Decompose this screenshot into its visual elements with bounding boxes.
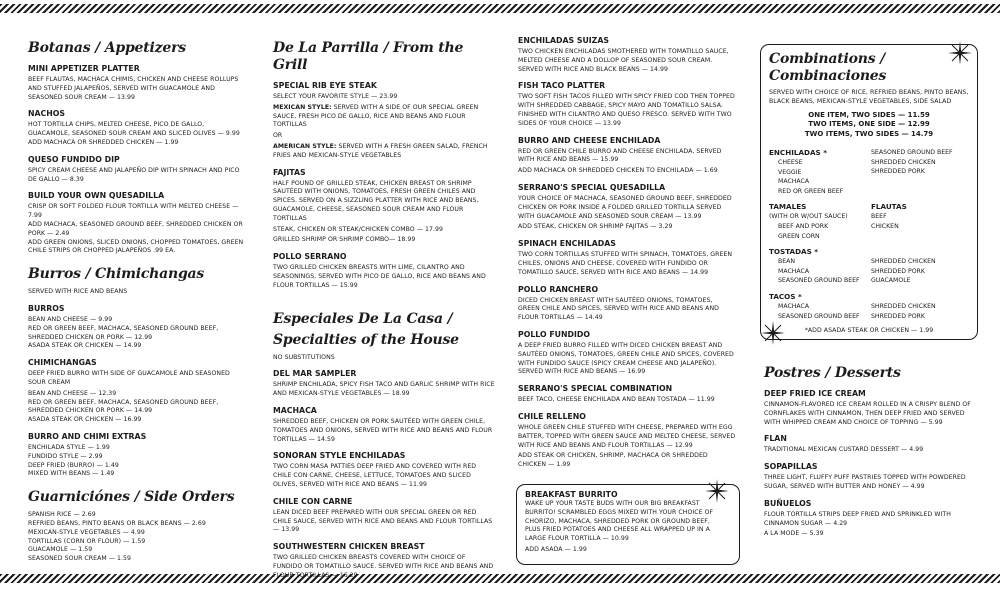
item-desc: TRADITIONAL MEXICAN CUSTARD DESSERT — 4.99 [764, 446, 924, 454]
side-line: MEXICAN-STYLE VEGETABLES — 4.99 [28, 528, 145, 536]
tacos-head: TACOS * [769, 291, 802, 301]
burros-title: Burros / Chimichangas [28, 266, 205, 283]
item-line: GRILLED SHRIMP OR SHRIMP COMBO— 18.99 [273, 236, 416, 244]
option: BEAN [778, 258, 796, 266]
combo-price: TWO ITEMS, ONE SIDE — 12.99 [808, 120, 930, 129]
item-extra: ADD MACHACA, SEASONED GROUND BEEF, SHREDDED CHICKEN OR PORK — 2.49 [28, 220, 243, 237]
item-name: MACHACA [273, 405, 317, 415]
item-desc: SHREDDED BEEF, CHICKEN OR PORK SAUTÉED WITH GREEN CHILE, TOMATOES AND ONIONS, SERVED WITH RICE AND BEANS AND FLOUR TORTILLAS — 14.59 [273, 417, 493, 443]
combinations-box [760, 44, 978, 340]
flautas-group [871, 196, 969, 241]
option: SHREDDED CHICKEN [871, 302, 936, 310]
item-line: BEAN AND CHEESE — 12.39 [28, 389, 117, 397]
item-desc: THREE LIGHT, FLUFFY PUFF PASTRIES TOPPED WITH POWDERED SUGAR, SERVED WITH BUTTER AND HONEY — 4.99 [764, 474, 966, 490]
item-line: DEEP FRIED (BURRO) — 1.49 [28, 461, 119, 469]
item-desc [273, 104, 495, 130]
item-desc: WHOLE GREEN CHILE STUFFED WITH CHEESE, PREPARED WITH EGG BATTER, TOPPED WITH GREEN SAUCE AND MELTED CHEESE, SERVED WITH RICE AND BEANS AND FLOUR TORTILLAS — 12.99 [518, 423, 736, 449]
item-line: DEEP FRIED BURRO WITH SIDE OF GUACAMOLE AND SEASONED SOUR CREAM [28, 370, 230, 386]
item-line: RED OR GREEN BEEF, MACHACA, SEASONED GROUND BEEF, SHREDDED CHICKEN OR PORK — 12.99 [28, 324, 219, 341]
side-line: SPANISH RICE — 2.69 [28, 511, 96, 519]
combination-prices [769, 111, 969, 140]
tostadas-options [769, 257, 969, 286]
option: SHREDDED PORK [871, 267, 925, 275]
side-line: REFRIED BEANS, PINTO BEANS OR BLACK BEANS — 2.69 [28, 519, 206, 527]
item-name: POLLO RANCHERO [518, 284, 599, 294]
item-name: BURRO AND CHIMI EXTRAS [28, 431, 147, 441]
options-left [769, 158, 867, 196]
item-desc: CRISP OR SOFT FOLDED FLOUR TORTILLA WITH MELTED CHEESE — 7.99 [28, 203, 239, 220]
item-name: ENCHILADAS SUIZAS [518, 36, 609, 45]
side-line: SEASONED SOUR CREAM — 1.59 [28, 555, 132, 563]
option: CHEESE [778, 158, 803, 166]
option: (WITH OR W/OUT SAUCE) [769, 213, 848, 221]
item-name: BREAKFAST BURRITO [525, 490, 618, 499]
item-desc: BEEF TACO, CHEESE ENCHILADA AND BEAN TOSTADA — 11.99 [518, 396, 715, 404]
item-desc: TWO CHICKEN ENCHILADAS SMOTHERED WITH TOMATILLO SAUCE, MELTED CHEESE AND A DOLLOP OF SEASONED SOUR CREAM. SERVED WITH RICE AND BLACK BEANS — 14.99 [518, 48, 729, 73]
item-name: SOUTHWESTERN CHICKEN BREAST [273, 542, 425, 552]
item-name: CHILE RELLENO [518, 411, 586, 421]
column-2 [273, 40, 495, 581]
item-extra: A LA MODE — 5.39 [764, 530, 824, 538]
combo-price: TWO ITEMS, TWO SIDES — 14.79 [804, 130, 934, 139]
tacos-options [769, 302, 969, 321]
item-extra: ADD GREEN ONIONS, SLICED ONIONS, CHOPPED TOMATOES, GREEN CHILE STRIPS OR CHOPPED JALAPEÑOS .99 EA. [28, 238, 244, 255]
side-line: TORTILLAS (CORN OR FLOUR) — 1.59 [28, 537, 146, 545]
enchiladas-head: ENCHILADAS * [769, 147, 827, 157]
item-name: SERRANO'S SPECIAL COMBINATION [518, 384, 673, 394]
option: GUACAMOLE [871, 277, 911, 285]
item-name: BUILD YOUR OWN QUESADILLA [28, 191, 165, 201]
item-desc: FLOUR TORTILLA STRIPS DEEP FRIED AND SPRINKLED WITH CINNAMON SUGAR — 4.29 [764, 510, 951, 527]
item-extra: ADD MACHACA OR SHREDDED CHICKEN TO ENCHILADA — 1.69 [518, 167, 718, 175]
item-desc: SHRIMP ENCHILADA, SPICY FISH TACO AND GARLIC SHRIMP WITH RICE AND MEXICAN-STYLE VEGETABLES — 18.99 [273, 381, 495, 398]
item-desc: RED OR GREEN CHILE BURRO AND CHEESE ENCHILADA, SERVED WITH RICE AND BEANS — 15.99 [518, 147, 722, 164]
option: SHREDDED PORK [871, 312, 925, 320]
options-left [769, 257, 867, 286]
item-extra: ADD ASADA — 1.99 [525, 545, 587, 553]
flautas-head: FLAUTAS [871, 202, 907, 212]
option: MACHACA [778, 267, 810, 275]
option: SHREDDED CHICKEN [871, 158, 936, 166]
sides-title: Guarniciónes / Side Orders [28, 489, 235, 506]
sparkle-icon [704, 478, 730, 504]
item-name: BUÑUELOS [764, 498, 812, 508]
item-desc: CINNAMON-FLAVORED ICE CREAM ROLLED IN A CRISPY BLEND OF CORNFLAKES WITH CINNAMON, THEN DEEP FRIED AND SERVED WITH WHIPPED CREAM AND CHOICE OF TOPPING — 5.99 [764, 401, 971, 426]
item-desc: TWO GRILLED CHICKEN BREASTS WITH LIME, CILANTRO AND SEASONINGS, SERVED WITH PICO DE GALLO, RICE AND BEANS AND FLOUR TORTILLAS — 15.99 [273, 264, 486, 289]
item-line: BEAN AND CHEESE — 9.99 [28, 315, 113, 323]
item-name: DEL MAR SAMPLER [273, 369, 357, 379]
style-desc: SERVED WITH A SIDE OF OUR SPECIAL GREEN SAUCE, FRESH PICO DE GALLO, RICE AND BEANS AND FLOUR TORTILLAS [273, 103, 479, 129]
side-line: GUACAMOLE — 1.59 [28, 546, 93, 554]
option: GREEN CORN [778, 232, 820, 240]
item-desc: A DEEP FRIED BURRO FILLED WITH DICED CHICKEN BREAST AND SAUTÉED ONIONS, TOMATOES, GREEN CHILE AND SPICES, COVERED WITH FUNDIDO SAUCE (SPICY CREAM CHEESE AND JALAPEÑO). SERVED WITH RICE AND BEANS — 16.99 [518, 341, 734, 376]
item-desc: YOUR CHOICE OF MACHACA, SEASONED GROUND BEEF, SHREDDED CHICKEN OR PORK INSIDE A FOLDED GRILLED TORTILLA SERVED WITH GUACAMOLE AND SEASONED SOUR CREAM — 13.99 [518, 194, 732, 220]
item-name: SOPAPILLAS [764, 462, 818, 472]
item-desc: TWO SOFT FISH TACOS FILLED WITH SPICY FRIED COD THEN TOPPED WITH SHREDDED CABBAGE, SPICY MAYO AND TOMATILLO SALSA. FINISHED WITH CILANTRO AND QUESO FRESCO. SERVED WITH TWO SIDES OF YOUR CHOICE — 13.99 [518, 93, 735, 127]
tamales-head: TAMALES [769, 202, 807, 212]
item-name: BURROS [28, 303, 65, 313]
desserts-title: Postres / Desserts [764, 365, 901, 381]
item-desc: LEAN DICED BEEF PREPARED WITH OUR SPECIAL GREEN OR RED CHILE SAUCE, SERVED WITH RICE AND BEANS AND FLOUR TORTILLAS — 13.99 [273, 508, 493, 534]
item-name: SONORAN STYLE ENCHILADAS [273, 451, 406, 461]
top-border [0, 4, 1000, 13]
column-3 [518, 36, 736, 470]
item-line: STEAK, CHICKEN OR STEAK/CHICKEN COMBO — 17.99 [273, 225, 443, 233]
item-desc: SPICY CREAM CHEESE AND JALAPEÑO DIP WITH SPINACH AND PICO DE GALLO — 8.39 [28, 166, 240, 183]
style-desc: SERVED WITH A FRESH GREEN SALAD, FRENCH FRIES AND MEXICAN-STYLE VEGETABLES [273, 142, 488, 159]
bottom-border [0, 574, 1000, 583]
house-note: NO SUBSTITUTIONS [273, 353, 335, 361]
item-name: QUESO FUNDIDO DIP [28, 154, 120, 164]
or-text: OR [273, 132, 283, 140]
sparkle-icon [760, 320, 786, 346]
combinations-note: *ADD ASADA STEAK OR CHICKEN — 1.99 [804, 327, 934, 335]
option: VEGGIE [778, 168, 802, 176]
item-desc: BEEF FLAUTAS, MACHACA CHIMIS, CHICKEN AND CHEESE ROLLUPS AND STUFFED JALAPEÑOS, SERVED WITH GUACAMOLE AND SEASONED SOUR CREAM — 13.99 [28, 76, 239, 101]
item-desc: TWO CORN TORTILLAS STUFFED WITH SPINACH, TOMATOES, GREEN CHILES, ONIONS AND CHEESE, COVERED WITH FUNDIDO OR TOMATILLO SAUCE, SERVED WITH RICE AND BEANS — 14.99 [518, 251, 733, 276]
style-label: MEXICAN STYLE: [273, 103, 332, 111]
options-right [871, 148, 969, 196]
combo-price: ONE ITEM, TWO SIDES — 11.59 [808, 110, 930, 119]
item-name: NACHOS [28, 109, 66, 119]
item-name: CHIMICHANGAS [28, 358, 97, 368]
item-name: MINI APPETIZER PLATTER [28, 64, 140, 73]
tamales-group [769, 196, 867, 241]
item-line: FUNDIDO STYLE — 2.99 [28, 452, 103, 460]
burros-subtitle: SERVED WITH RICE AND BEANS [28, 288, 128, 296]
item-line: MIXED WITH BEANS — 1.49 [28, 470, 115, 478]
option: SEASONED GROUND BEEF [778, 312, 860, 320]
option: BEEF AND PORK [778, 222, 829, 230]
item-line: RED OR GREEN BEEF, MACHACA, SEASONED GROUND BEEF, SHREDDED CHICKEN OR PORK — 14.99 [28, 398, 219, 415]
option: CHICKEN [871, 222, 899, 230]
option: SEASONED GROUND BEEF [778, 277, 860, 285]
item-name: BURRO AND CHEESE ENCHILADA [518, 135, 661, 145]
option: RED OR GREEN BEEF [778, 187, 844, 195]
house-title-1: Especiales De La Casa / [273, 310, 453, 327]
option: SEASONED GROUND BEEF [871, 148, 953, 156]
item-line: ASADA STEAK OR CHICKEN — 14.99 [28, 342, 142, 350]
item-name: FAJITAS [273, 167, 306, 177]
item-extra: ADD STEAK, CHICKEN OR SHRIMP FAJITAS — 3.29 [518, 223, 673, 231]
tostadas-head: TOSTADAS * [769, 247, 819, 257]
item-name: CHILE CON CARNE [273, 496, 353, 506]
house-title-2: Specialties of the House [273, 331, 459, 348]
item-name: FLAN [764, 434, 787, 444]
option: BEEF [871, 213, 887, 221]
style-label: AMERICAN STYLE: [273, 142, 337, 150]
desserts-section [764, 365, 978, 539]
item-line: SELECT YOUR FAVORITE STYLE — 23.99 [273, 93, 398, 100]
grill-title: De La Parrilla / From the Grill [273, 40, 464, 73]
options-right [871, 302, 969, 321]
item-extra: ADD MACHACA OR SHREDDED CHICKEN — 1.99 [28, 138, 179, 146]
combinations-desc: SERVED WITH CHOICE OF RICE, REFRIED BEANS, PINTO BEANS, BLACK BEANS, MEXICAN-STYLE VEGETABLES, SIDE SALAD [769, 89, 969, 105]
item-desc: TWO GRILLED CHICKEN BREASTS COVERED WITH CHOICE OF FUNDIDO OR TOMATILLO SAUCE. SERVED WITH RICE AND BEANS AND FLOUR TORTILLAS — 16.29 [273, 554, 494, 579]
item-extra: ADD STEAK OR CHICKEN, SHRIMP, MACHACA OR SHREDDED CHICKEN — 1.99 [518, 452, 708, 469]
option: MACHACA [778, 302, 810, 310]
item-desc: HOT TORTILLA CHIPS, MELTED CHEESE, PICO DE GALLO, GUACAMOLE, SEASONED SOUR CREAM AND SLICED OLIVES — 9.99 [28, 121, 240, 138]
item-name: POLLO SERRANO [273, 252, 347, 262]
sparkle-icon [947, 40, 973, 66]
options-right [871, 257, 969, 286]
item-name: FISH TACO PLATTER [518, 81, 606, 91]
tamales-flautas [769, 196, 969, 241]
item-name: SPINACH ENCHILADAS [518, 239, 616, 249]
item-name: POLLO FUNDIDO [518, 329, 590, 339]
option: SHREDDED CHICKEN [871, 258, 936, 266]
item-line: ENCHILADA STYLE — 1.99 [28, 443, 110, 451]
item-line: ASADA STEAK OR CHICKEN — 16.99 [28, 416, 142, 424]
item-desc: HALF POUND OF GRILLED STEAK, CHICKEN BREAST OR SHRIMP SAUTÉED WITH ONIONS, TOMATOES, FRESH GREEN CHILES AND SPICES. SERVED ON A SIZZLING PLATTER WITH RICE AND BEANS, GUACAMOLE, CHEESE, SEASONED SOUR CREAM AND FLOUR TORTILLAS [273, 179, 479, 222]
option: MACHACA [778, 178, 810, 186]
appetizers-title: Botanas / Appetizers [28, 40, 186, 56]
option: SHREDDED PORK [871, 168, 925, 176]
options-left [769, 302, 867, 321]
combinations-title: Combinations / Combinaciones [769, 51, 887, 84]
item-desc: TWO CORN MASA PATTIES DEEP FRIED AND COVERED WITH RED CHILE CON CARNE, CHEESE, LETTUCE, TOMATOES AND SLICED OLIVES, SERVED WITH RICE AND BEANS — 11.99 [273, 463, 477, 488]
column-1 [28, 40, 246, 564]
item-desc: DICED CHICKEN BREAST WITH SAUTÉED ONIONS, TOMATOES, GREEN CHILE AND SPICES, SERVED WITH RICE AND BEANS AND FLOUR TORTILLAS — 14.49 [518, 296, 719, 322]
item-name: SERRANO'S SPECIAL QUESADILLA [518, 182, 666, 192]
item-name: SPECIAL RIB EYE STEAK [273, 81, 377, 90]
item-desc [273, 143, 495, 161]
item-name: DEEP FRIED ICE CREAM [764, 389, 866, 398]
item-desc: WAKE UP YOUR TASTE BUDS WITH OUR BIG BREAKFAST BURRITO! SCRAMBLED EGGS MIXED WITH YOUR CHOICE OF CHORIZO, MACHACA, SHREDDED PORK OR GROUND BEEF, PLUS FRIED POTATOES AND CHEESE ALL WRAPPED UP IN A LARGE FLOUR TORTILLA — 10.99 [525, 500, 714, 543]
